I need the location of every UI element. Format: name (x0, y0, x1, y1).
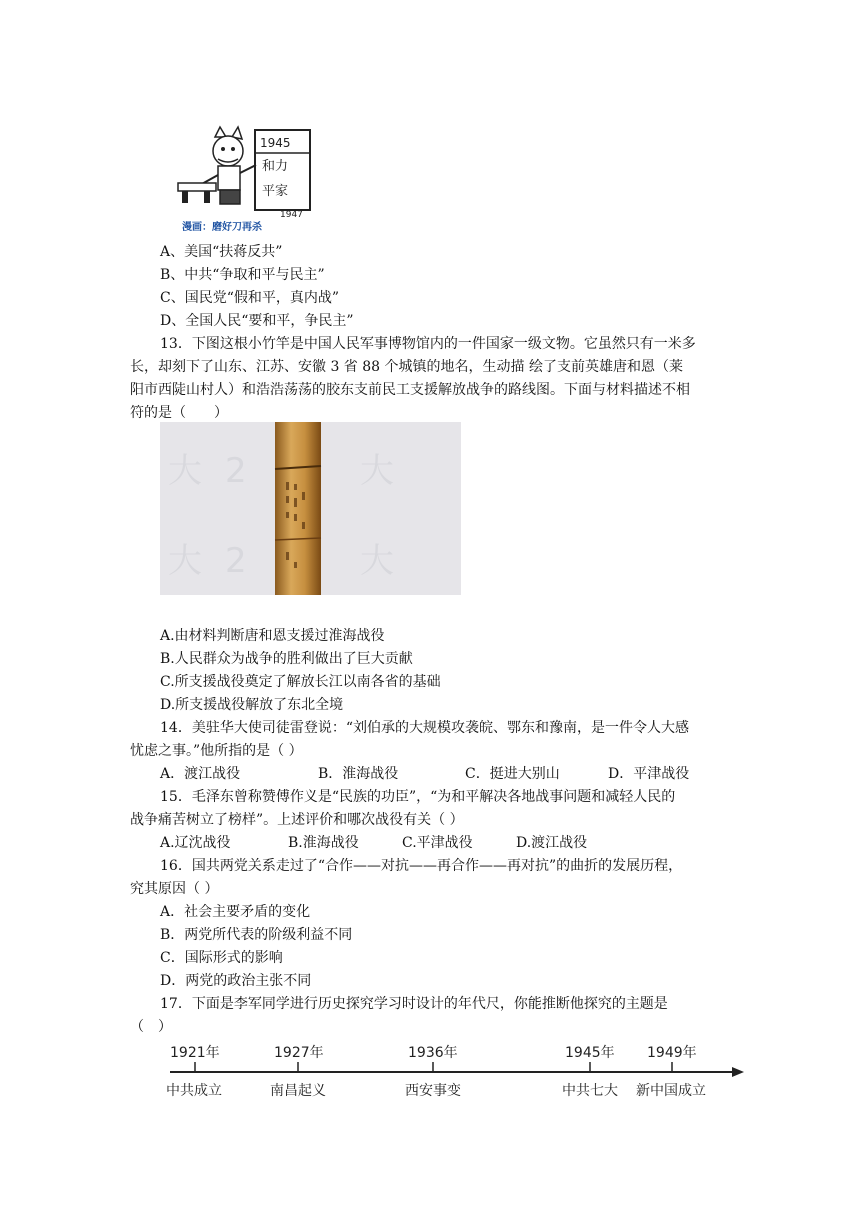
svg-text:大: 大 (168, 541, 202, 581)
svg-text:大: 大 (168, 451, 202, 491)
q17-stem-line-2: （ ） (130, 1019, 172, 1035)
q14-option-d: D．平津战役 (608, 766, 690, 782)
q13-option-b: B.人民群众为战争的胜利做出了巨大贡献 (160, 651, 413, 667)
timeline-event-5: 新中国成立 (636, 1083, 706, 1099)
q16-option-c: C．国际形式的影响 (160, 950, 283, 966)
q15-stem-line-2: 战争痛苦树立了榜样”。上述评价和哪次战役有关（ ） (130, 812, 464, 828)
bamboo-pole-drawing (160, 422, 461, 595)
q15-option-d: D.渡江战役 (516, 835, 588, 851)
q16-stem-line-2: 究其原因（ ） (130, 881, 219, 897)
cartoon-caption: 漫画：磨好刀再杀 (182, 222, 262, 233)
q13-stem-line-1: 13．下图这根小竹竿是中国人民军事博物馆内的一件国家一级文物。它虽然只有一米多 (160, 336, 696, 352)
timeline-ruler (160, 1040, 745, 1100)
timeline-year-4: 1945年 (565, 1045, 615, 1061)
q14-stem-line-2: 忧虑之事。”他所指的是（ ） (130, 743, 303, 759)
timeline-event-3: 西安事变 (405, 1083, 461, 1099)
q13-stem-line-2: 长，却刻下了山东、江苏、安徽 3 省 88 个城镇的地名，生动描 绘了支前英雄唐和恩（莱 (130, 359, 683, 375)
q15-option-a: A.辽沈战役 (160, 835, 231, 851)
svg-text:平家: 平家 (262, 184, 289, 199)
timeline-event-4: 中共七大 (562, 1083, 618, 1099)
svg-text:1947: 1947 (280, 210, 303, 220)
q14-option-b: B．淮海战役 (318, 766, 399, 782)
svg-text:大: 大 (360, 451, 394, 491)
sign-year: 1945 (260, 136, 291, 150)
q15-option-b: B.淮海战役 (288, 835, 359, 851)
q13-option-a: A.由材料判断唐和恩支援过淮海战役 (160, 628, 385, 644)
cartoon-drawing (160, 125, 320, 220)
q16-option-d: D．两党的政治主张不同 (160, 973, 312, 989)
q13-stem-line-4: 符的是（ ） (130, 405, 228, 421)
q16-option-b: B．两党所代表的阶级利益不同 (160, 927, 353, 943)
q12-option-a: A、美国“扶蒋反共” (160, 244, 283, 260)
timeline-year-1: 1921年 (170, 1045, 220, 1061)
q12-option-c: C、国民党“假和平，真内战” (160, 290, 340, 306)
q16-stem-line-1: 16．国共两党关系走过了“合作——对抗——再合作——再对抗”的曲折的发展历程， (160, 858, 683, 874)
q16-option-a: A．社会主要矛盾的变化 (160, 904, 311, 920)
svg-text:2: 2 (225, 451, 247, 491)
q14-option-a: A．渡江战役 (160, 766, 241, 782)
q15-option-c: C.平津战役 (402, 835, 473, 851)
timeline-year-3: 1936年 (408, 1045, 458, 1061)
cartoon-image (160, 125, 320, 233)
svg-text:2: 2 (225, 541, 247, 581)
timeline-event-1: 中共成立 (166, 1083, 222, 1099)
timeline-year-2: 1927年 (274, 1045, 324, 1061)
q14-stem-line-1: 14．美驻华大使司徒雷登说：“刘伯承的大规模攻袭皖、鄂东和豫南，是一件令人大感 (160, 720, 689, 736)
q17-stem-line-1: 17．下面是李军同学进行历史探究学习时设计的年代尺，你能推断他探究的主题是 (160, 996, 668, 1012)
q12-option-b: B、中共“争取和平与民主” (160, 267, 325, 283)
timeline-event-2: 南昌起义 (270, 1083, 326, 1099)
q13-stem-line-3: 阳市西陡山村人）和浩浩荡荡的胶东支前民工支援解放战争的路线图。下面与材料描述不相 (130, 382, 690, 398)
q14-option-c: C．挺进大别山 (465, 766, 560, 782)
q13-option-d: D.所支援战役解放了东北全境 (160, 697, 344, 713)
q13-option-c: C.所支援战役奠定了解放长江以南各省的基础 (160, 674, 441, 690)
q15-stem-line-1: 15．毛泽东曾称赞傅作义是“民族的功臣”，“为和平解决各地战事问题和减轻人民的 (160, 789, 676, 805)
svg-text:大: 大 (360, 541, 394, 581)
timeline-year-5: 1949年 (647, 1045, 697, 1061)
bamboo-pole-photo (160, 422, 461, 595)
svg-text:和力: 和力 (262, 159, 289, 174)
q12-option-d: D、全国人民“要和平，争民主” (160, 313, 354, 329)
